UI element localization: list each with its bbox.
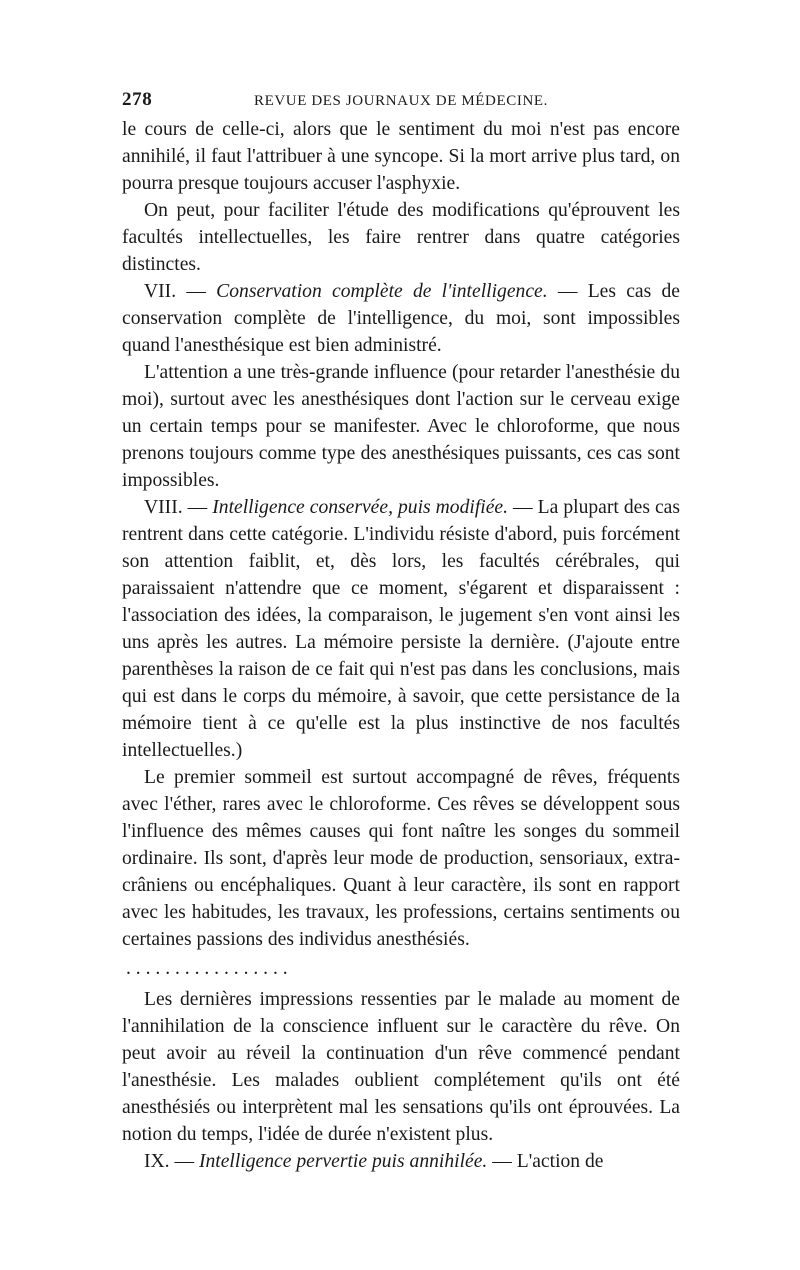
section-number: VII. — (144, 281, 217, 302)
section-number: IX. — (144, 1151, 199, 1172)
ellipsis-divider: . . . . . . . . . . . . . . . . . (126, 958, 288, 979)
section-paragraph (122, 1148, 680, 1175)
paragraph: L'attention a une très-grande influence (pour retarder l'anesthésie du moi), surtout avec les anesthésiques dont l'action sur le cerveau exige un certain temps pour se manifester. Avec le chloroforme, que nous prenons toujours comme type des anesthésiques puissants, ces cas sont impossibles. (122, 362, 680, 491)
section-heading: Conservation complète de l'intelligence. (216, 281, 548, 302)
section-paragraph (122, 494, 680, 764)
paragraph: On peut, pour faciliter l'étude des modifications qu'éprouvent les facultés intellectuelles, les faire rentrer dans quatre catégories distinctes. (122, 200, 680, 275)
running-title: REVUE DES JOURNAUX DE MÉDECINE. (253, 93, 548, 109)
paragraph-text: — Les cas de conservation complète de l'intelligence, du moi, sont impossibles quand l'anesthésique est bien administré. (122, 281, 680, 356)
section-heading: Intelligence conservée, puis modifiée. (212, 497, 509, 518)
page (122, 86, 680, 1175)
section-heading: Intelligence pervertie puis annihilée. (198, 1151, 488, 1172)
paragraph: le cours de celle-ci, alors que le sentiment du moi n'est pas encore annihilé, il faut l'attribuer à une syncope. Si la mort arrive plus tard, on pourra presque toujours accuser l'asphyxie. (122, 119, 680, 194)
paragraph-text: — La plupart des cas rentrent dans cette catégorie. L'individu résiste d'abord, puis forcément son attention faiblit, et, dès lors, les facultés cérébrales, qui paraissaient n'attendre que ce moment, s'égarent et disparaissent : l'association des idées, la comparaison, le jugement s'en vont ainsi les uns après les autres. La mémoire persiste la dernière. (J'ajoute entre parenthèses la raison de ce fait qui n'est pas dans les conclusions, mais qui est dans le corps du mémoire, à savoir, que cette persistance de la mémoire tient à ce qu'elle est la plus instinctive de nos facultés intellectuelles.) (122, 497, 680, 761)
page-number: 278 (122, 89, 153, 110)
section-paragraph (122, 278, 680, 359)
section-number: VIII. — (144, 497, 213, 518)
running-header (122, 86, 680, 116)
paragraph-text: — L'action de (487, 1151, 604, 1172)
paragraph: Les dernières impressions ressenties par le malade au moment de l'annihilation de la conscience influent sur le caractère du rêve. On peut avoir au réveil la continuation d'un rêve commencé pendant l'anesthésie. Les malades oublient complétement qu'ils ont été anesthésiés ou interprètent mal les sensations qu'ils ont éprouvées. La notion du temps, l'idée de durée n'existent plus. (122, 989, 680, 1145)
paragraph: Le premier sommeil est surtout accompagné de rêves, fréquents avec l'éther, rares avec le chloroforme. Ces rêves se développent sous l'influence des mêmes causes qui font naître les songes du sommeil ordinaire. Ils sont, d'après leur mode de production, sensoriaux, extra-crâniens ou encéphaliques. Quant à leur caractère, ils sont en rapport avec les habitudes, les travaux, les professions, certains sentiments ou certaines passions des individus anesthésiés. (122, 767, 680, 950)
